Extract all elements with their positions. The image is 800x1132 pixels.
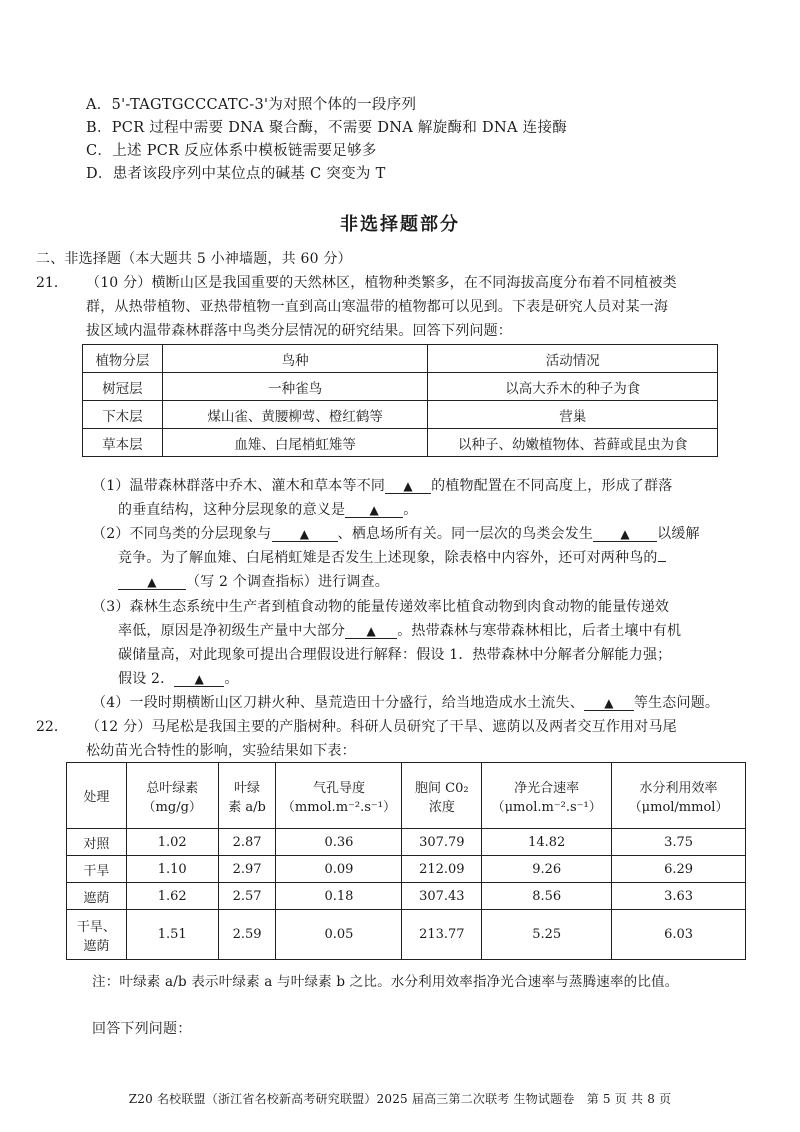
header-text: 净光合速率: [514, 780, 580, 796]
table-cell: 3.75: [612, 829, 746, 856]
table-cell: 0.05: [276, 910, 402, 960]
text: 以缓解: [657, 526, 700, 542]
page-footer: Z20 名校联盟（浙江省名校新高考研究联盟）2025 届高三第二次联考 生物试题卷 第 5 页 共 8 页: [128, 1092, 672, 1106]
table-cell: 2.87: [218, 829, 276, 856]
header-text: 处理: [83, 790, 110, 805]
answer-blank-start[interactable]: [658, 561, 666, 562]
q21-part2-line1: [92, 523, 700, 543]
header-cell: 活动情况: [428, 345, 718, 373]
cell-text: 遮荫: [83, 938, 110, 954]
text: 率低，原因是净初级生产量中大部分: [118, 623, 346, 639]
text: （4）一段时期横断山区刀耕火种、垦荒造田十分盛行，给当地造成水土流失、: [92, 695, 584, 711]
table-cell: 5.25: [482, 910, 612, 960]
table-cell: 6.03: [612, 910, 746, 960]
q21-part1-line2: [118, 499, 417, 519]
option-c: C．上述 PCR 反应体系中模板链需要足够多: [86, 143, 377, 159]
table-cell: 14.82: [482, 829, 612, 856]
header-cell: 植物分层: [83, 345, 163, 373]
table-row: [67, 883, 746, 910]
table-row: [67, 829, 746, 856]
photosynthesis-table: [66, 762, 746, 960]
q21-part3-line3: 碳储量高，对此现象可提出合理假设进行解释：假设 1．热带森林中分解者分解能力强；: [118, 647, 672, 663]
q21-intro-line-3: 拔区域内温带森林群落中鸟类分层情况的研究结果。回答下列问题：: [86, 323, 512, 339]
header-text: 水分利用效率: [639, 780, 718, 796]
q22-intro-line-2: 松幼苗光合特性的影响，实验结果如下表：: [86, 743, 356, 759]
table-cell: 煤山雀、黄腰柳莺、橙红鹤等: [162, 401, 428, 429]
header-text: 素 a/b: [228, 799, 266, 815]
table-cell: 遮荫: [67, 883, 127, 910]
table-cell: 2.59: [218, 910, 276, 960]
table-row: [83, 373, 718, 401]
table-header-row: [67, 763, 746, 829]
header-cell: [218, 763, 276, 829]
header-text: 浓度: [428, 799, 455, 815]
table-cell: 1.10: [126, 856, 218, 883]
header-text: 胞间 C0₂: [415, 780, 469, 796]
table-cell: 营巢: [428, 401, 718, 429]
table-cell: 1.51: [126, 910, 218, 960]
answer-blank[interactable]: ▲: [174, 672, 224, 687]
header-cell: [482, 763, 612, 829]
q21-part2-line3: [118, 571, 389, 591]
text: 的植物配置在不同高度上，形成了群落: [431, 478, 673, 494]
table-cell: 对照: [67, 829, 127, 856]
table-cell: 1.02: [126, 829, 218, 856]
text: 。: [403, 502, 418, 518]
header-text: 总叶绿素: [146, 780, 199, 796]
option-d: D．患者该段序列中某位点的碱基 C 突变为 T: [86, 166, 386, 182]
text: 。热带森林与寒带森林相比，后者土壤中有机: [397, 623, 682, 639]
header-cell: [67, 763, 127, 829]
table-header-row: [83, 345, 718, 373]
table-cell: 307.79: [402, 829, 482, 856]
q21-part2-line2: [118, 547, 666, 567]
q21-part3-line4: [118, 668, 239, 688]
text: （2）不同鸟类的分层现象与: [92, 526, 272, 542]
cell-text: 干旱、: [76, 919, 116, 935]
header-unit: （μmol/mmol）: [628, 799, 729, 815]
header-cell: [276, 763, 402, 829]
q21-intro-line-1: （10 分）横断山区是我国重要的天然林区，植物种类繁多，在不同海拔高度分布着不同植被类: [86, 275, 677, 291]
answer-blank[interactable]: ▲: [345, 503, 403, 518]
text: （1）温带森林群落中乔木、灌木和草本等不同: [92, 478, 386, 494]
header-text: 气孔导度: [312, 780, 365, 796]
section-heading: 二、非选择题（本大题共 5 小神墙题，共 60 分）: [36, 251, 352, 267]
table-cell: 0.09: [276, 856, 402, 883]
q21-intro-line-2: 群，从热带植物、亚热带植物一直到高山寒温带的植物都可以见到。下表是研究人员对某一海: [86, 299, 669, 315]
answer-blank[interactable]: ▲: [385, 479, 431, 494]
table-row: [67, 856, 746, 883]
table-cell: [67, 910, 127, 960]
table-cell: 草本层: [83, 429, 163, 457]
q21-part4: [92, 692, 719, 712]
answer-blank[interactable]: ▲: [272, 527, 338, 542]
header-cell: 鸟种: [162, 345, 428, 373]
answer-blank[interactable]: ▲: [593, 527, 657, 542]
table-cell: 1.62: [126, 883, 218, 910]
header-cell: [402, 763, 482, 829]
table-cell: 213.77: [402, 910, 482, 960]
table-cell: 0.36: [276, 829, 402, 856]
table-cell: 8.56: [482, 883, 612, 910]
header-text: 叶绿: [234, 780, 261, 796]
option-b: B．PCR 过程中需要 DNA 聚合酶，不需要 DNA 解旋酶和 DNA 连接酶: [86, 120, 568, 136]
table-cell: 307.43: [402, 883, 482, 910]
text: 的垂直结构，这种分层现象的意义是: [118, 502, 346, 518]
q21-part1-line1: [92, 475, 673, 495]
table-row: [83, 429, 718, 457]
table-row: [83, 401, 718, 429]
question-21-number: 21．: [36, 275, 68, 291]
bird-layer-table: [82, 344, 718, 457]
q21-part3-line2: [118, 620, 681, 640]
option-a: A．5'-TAGTGCCCATC-3'为对照个体的一段序列: [86, 97, 417, 113]
table-cell: 干旱: [67, 856, 127, 883]
table-cell: 一种雀鸟: [162, 373, 428, 401]
header-cell: [126, 763, 218, 829]
table-cell: 以高大乔木的种子为食: [428, 373, 718, 401]
text: 等生态问题。: [633, 695, 720, 711]
q21-part3-line1: （3）森林生态系统中生产者到植食动物的能量传递效率比植食动物到肉食动物的能量传递效: [92, 599, 670, 615]
table-cell: 212.09: [402, 856, 482, 883]
table-cell: 下木层: [83, 401, 163, 429]
text: 、栖息场所有关。同一层次的鸟类会发生: [337, 526, 594, 542]
table-note: 注：叶绿素 a/b 表示叶绿素 a 与叶绿素 b 之比。水分利用效率指净光合速率与蒸腾速率的比值。: [92, 974, 679, 990]
table-cell: 0.18: [276, 883, 402, 910]
table-cell: 3.63: [612, 883, 746, 910]
table-cell: 血雉、白尾梢虹雉等: [162, 429, 428, 457]
text: 。: [224, 671, 239, 687]
answer-blank[interactable]: ▲: [345, 624, 397, 639]
section-title: 非选择题部分: [340, 214, 460, 235]
question-22-number: 22．: [36, 719, 68, 735]
table-cell: 9.26: [482, 856, 612, 883]
table-cell: 6.29: [612, 856, 746, 883]
answer-blank[interactable]: ▲: [118, 575, 186, 590]
header-unit: （μmol.m⁻².s⁻¹）: [491, 799, 602, 815]
table-cell: 树冠层: [83, 373, 163, 401]
header-cell: [612, 763, 746, 829]
header-unit: （mmol.m⁻².s⁻¹）: [281, 799, 396, 815]
table-cell: 以种子、幼嫩植物体、苔藓或昆虫为食: [428, 429, 718, 457]
answer-blank[interactable]: ▲: [584, 696, 634, 711]
header-unit: （mg/g）: [142, 799, 202, 815]
table-cell: 2.97: [218, 856, 276, 883]
text: （写 2 个调查指标）进行调查。: [186, 574, 390, 590]
q22-intro-line-1: （12 分）马尾松是我国主要的产脂树种。科研人员研究了干旱、遮荫以及两者交互作用对马尾: [86, 719, 677, 735]
table-cell: 2.57: [218, 883, 276, 910]
text: 竞争。为了解血雉、白尾梢虹雉是否发生上述现象，除表格中内容外，还可对两种鸟的: [118, 550, 658, 566]
text: 假设 2．: [118, 671, 175, 687]
table-row: [67, 910, 746, 960]
answer-prompt: 回答下列问题：: [92, 1021, 192, 1037]
